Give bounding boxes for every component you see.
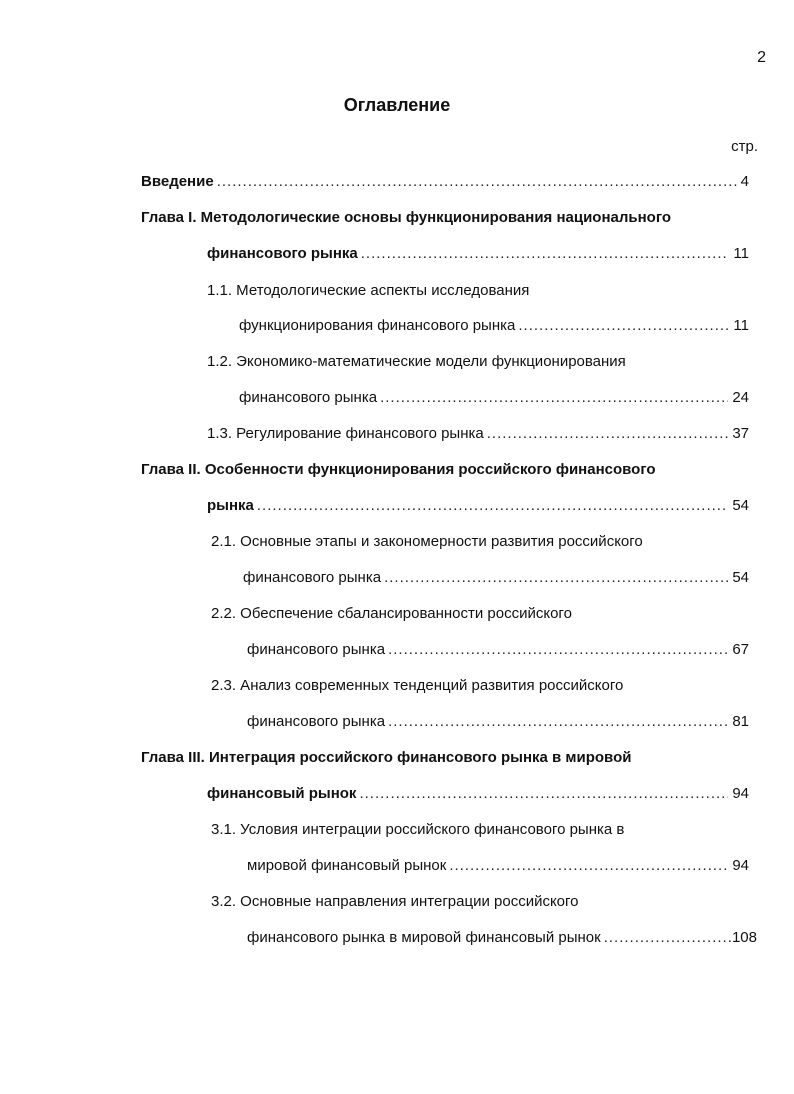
toc-entry-text: рынка (207, 497, 254, 514)
toc-page-number: 24 (732, 389, 749, 406)
toc-section-2-1-title[interactable]: 2.1. Основные этапы и закономерности развития российского (211, 533, 643, 550)
toc-entry-text: финансового рынка (247, 641, 386, 658)
page-title: Оглавление (343, 95, 451, 115)
toc-section-1-2-title[interactable]: 1.2. Экономико-математические модели функционирования (207, 353, 626, 370)
toc-section-2-3-title[interactable]: 2.3. Анализ современных тенденций развития российского (211, 677, 624, 694)
leader-dots (449, 857, 728, 874)
toc-page-number: 4 (740, 173, 749, 190)
toc-page-number: 108 (731, 929, 757, 946)
toc-page-number: 94 (732, 785, 749, 802)
toc-entry-text: финансового рынка в мировой финансовый рынок (247, 929, 601, 946)
toc-page-number: 11 (733, 317, 749, 334)
toc-entry-section-2-2[interactable] (247, 641, 749, 663)
toc-page-number: 37 (732, 425, 749, 442)
toc-chapter-2-title[interactable]: Глава II. Особенности функционирования российского финансового (141, 461, 656, 478)
toc-entry-section-1-1[interactable] (239, 317, 749, 339)
toc-entry-introduction[interactable] (141, 173, 749, 195)
leader-dots (518, 317, 729, 334)
leader-dots (217, 173, 737, 190)
toc-page-number: 54 (732, 497, 749, 514)
toc-section-3-2-title[interactable]: 3.2. Основные направления интеграции российского (211, 893, 579, 910)
toc-entry-text: финансового рынка (207, 245, 358, 262)
toc-page-number: 11 (733, 245, 749, 262)
toc-entry-section-1-2[interactable] (239, 389, 749, 411)
page-column-label: стр. (731, 138, 758, 155)
toc-entry-chapter-1[interactable] (207, 245, 749, 267)
toc-entry-section-3-1[interactable] (247, 857, 749, 879)
leader-dots (388, 713, 728, 730)
toc-entry-section-1-3[interactable] (207, 425, 749, 447)
toc-chapter-3-title[interactable]: Глава III. Интеграция российского финансового рынка в мировой (141, 749, 632, 766)
toc-entry-chapter-3[interactable] (207, 785, 749, 807)
toc-entry-text: Введение (141, 173, 214, 190)
leader-dots (359, 785, 728, 802)
leader-dots (388, 641, 728, 658)
toc-section-2-2-title[interactable]: 2.2. Обеспечение сбалансированности российского (211, 605, 572, 622)
toc-entry-text: финансового рынка (247, 713, 386, 730)
toc-page-number: 81 (732, 713, 749, 730)
leader-dots (257, 497, 728, 514)
toc-entry-text: мировой финансовый рынок (247, 857, 447, 874)
toc-entry-text: финансового рынка (239, 389, 378, 406)
leader-dots (604, 929, 732, 946)
leader-dots (384, 569, 728, 586)
leader-dots (361, 245, 730, 262)
toc-section-3-1-title[interactable]: 3.1. Условия интеграции российского финансового рынка в (211, 821, 625, 838)
toc-entry-section-2-1[interactable] (243, 569, 749, 591)
leader-dots (487, 425, 729, 442)
toc-page-number: 67 (732, 641, 749, 658)
toc-entry-chapter-2[interactable] (207, 497, 749, 519)
toc-page-number: 94 (732, 857, 749, 874)
toc-page-number: 54 (732, 569, 749, 586)
leader-dots (380, 389, 728, 406)
toc-entry-text: 1.3. Регулирование финансового рынка (207, 425, 484, 442)
toc-entry-section-3-2[interactable] (247, 929, 757, 951)
toc-entry-text: финансового рынка (243, 569, 382, 586)
toc-entry-section-2-3[interactable] (247, 713, 749, 735)
toc-entry-text: финансовый рынок (207, 785, 357, 802)
toc-section-1-1-title[interactable]: 1.1. Методологические аспекты исследования (207, 282, 530, 299)
page-number: 2 (757, 49, 766, 66)
toc-chapter-1-title[interactable]: Глава I. Методологические основы функционирования национального (141, 209, 672, 226)
toc-entry-text: функционирования финансового рынка (239, 317, 516, 334)
